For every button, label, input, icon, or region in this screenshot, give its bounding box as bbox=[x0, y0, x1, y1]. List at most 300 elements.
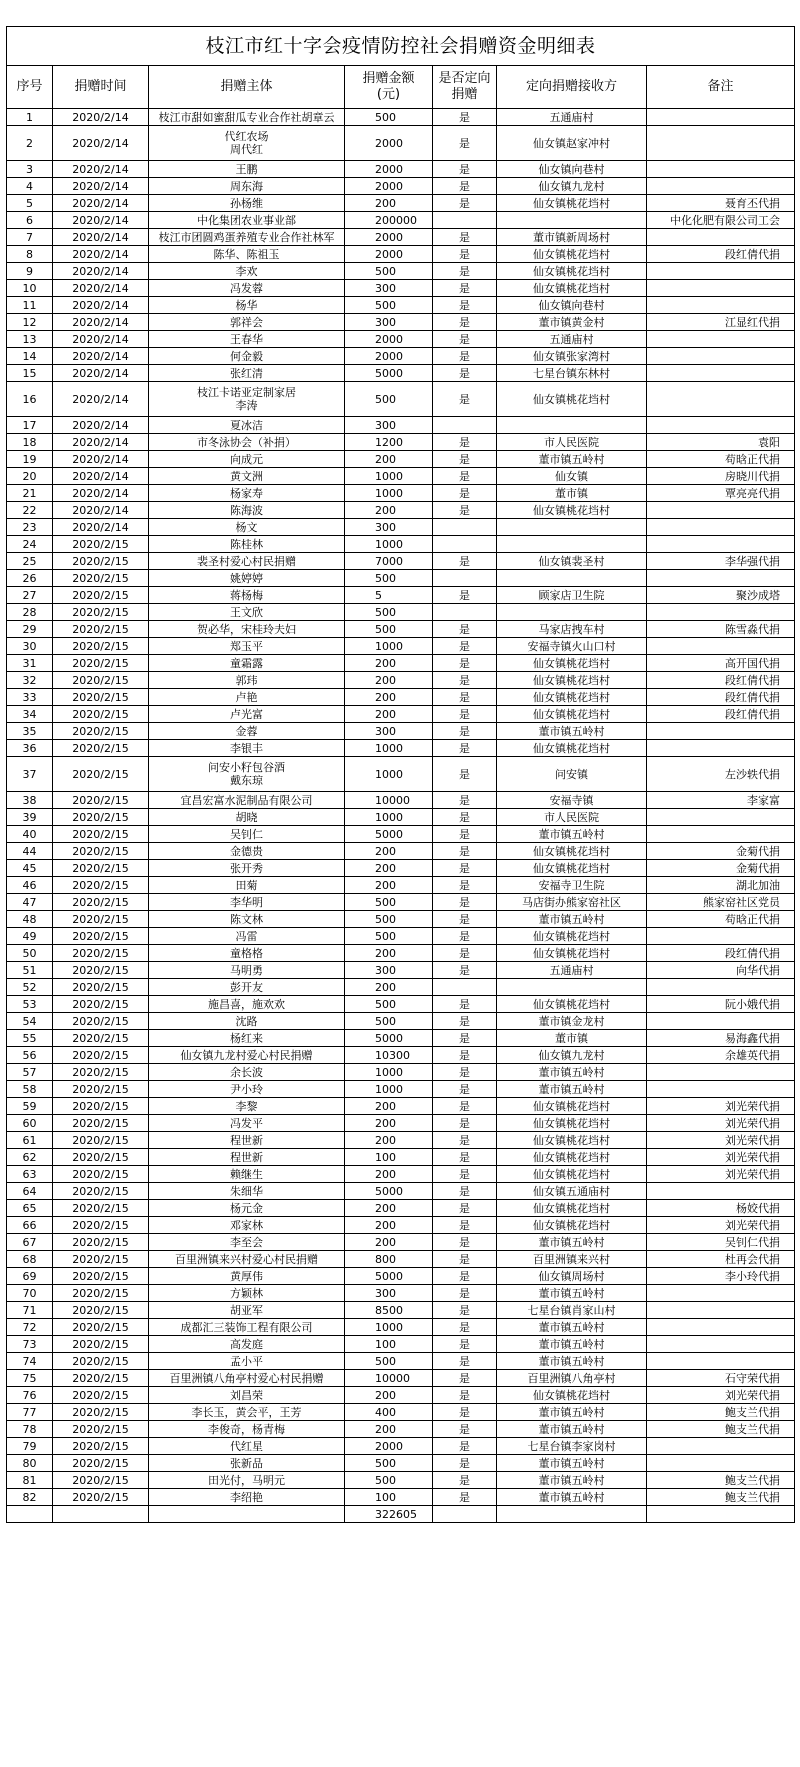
cell-date: 2020/2/15 bbox=[53, 843, 149, 860]
cell-recipient: 安福寺卫生院 bbox=[497, 877, 647, 894]
cell-seq: 34 bbox=[7, 706, 53, 723]
cell-seq: 17 bbox=[7, 417, 53, 434]
cell-amount: 200 bbox=[345, 1387, 433, 1404]
cell-date: 2020/2/15 bbox=[53, 1047, 149, 1064]
table-row bbox=[7, 161, 795, 178]
header-amount bbox=[345, 66, 433, 109]
cell-note: 向华代捐 bbox=[647, 962, 795, 979]
cell-recipient: 仙女镇桃花垱村 bbox=[497, 1217, 647, 1234]
cell-donor: 李银丰 bbox=[149, 740, 345, 757]
cell-amount: 200 bbox=[345, 706, 433, 723]
table-row bbox=[7, 1149, 795, 1166]
cell-recipient: 五通庙村 bbox=[497, 331, 647, 348]
cell-note: 金菊代捐 bbox=[647, 860, 795, 877]
cell-amount: 2000 bbox=[345, 246, 433, 263]
cell-amount: 300 bbox=[345, 723, 433, 740]
cell-seq: 75 bbox=[7, 1370, 53, 1387]
cell-recipient bbox=[497, 570, 647, 587]
cell-directed: 是 bbox=[433, 587, 497, 604]
cell-recipient: 董市镇五岭村 bbox=[497, 1336, 647, 1353]
cell-donor: 郭玮 bbox=[149, 672, 345, 689]
cell-donor: 冯雷 bbox=[149, 928, 345, 945]
cell-donor: 李至会 bbox=[149, 1234, 345, 1251]
header-amount-line1: 捐赠金额 bbox=[362, 71, 415, 86]
cell-directed: 是 bbox=[433, 689, 497, 706]
cell-note: 覃亮亮代捐 bbox=[647, 485, 795, 502]
cell-recipient: 七星台镇李家岗村 bbox=[497, 1438, 647, 1455]
cell-seq: 38 bbox=[7, 792, 53, 809]
table-row bbox=[7, 826, 795, 843]
table-row bbox=[7, 451, 795, 468]
cell-recipient: 百里洲镇来兴村 bbox=[497, 1251, 647, 1268]
cell-recipient: 仙女镇桃花垱村 bbox=[497, 689, 647, 706]
cell-directed: 是 bbox=[433, 740, 497, 757]
cell-amount: 2000 bbox=[345, 348, 433, 365]
cell-amount: 10300 bbox=[345, 1047, 433, 1064]
cell-donor: 程世新 bbox=[149, 1132, 345, 1149]
cell-donor: 郑玉平 bbox=[149, 638, 345, 655]
cell-date: 2020/2/15 bbox=[53, 1234, 149, 1251]
cell-amount: 5000 bbox=[345, 1183, 433, 1200]
cell-seq: 70 bbox=[7, 1285, 53, 1302]
cell-recipient: 仙女镇赵家冲村 bbox=[497, 126, 647, 161]
table-body bbox=[7, 109, 795, 1506]
cell-donor: 胡晓 bbox=[149, 809, 345, 826]
cell-note: 熊家窑社区党员 bbox=[647, 894, 795, 911]
cell-seq: 76 bbox=[7, 1387, 53, 1404]
cell-recipient: 仙女镇桃花垱村 bbox=[497, 928, 647, 945]
cell-amount: 100 bbox=[345, 1149, 433, 1166]
cell-note: 刘光荣代捐 bbox=[647, 1098, 795, 1115]
cell-date: 2020/2/15 bbox=[53, 826, 149, 843]
cell-note bbox=[647, 1336, 795, 1353]
cell-date: 2020/2/15 bbox=[53, 809, 149, 826]
cell-directed: 是 bbox=[433, 229, 497, 246]
total-amount: 322605 bbox=[345, 1506, 433, 1523]
cell-recipient: 董市镇五岭村 bbox=[497, 1353, 647, 1370]
cell-note bbox=[647, 126, 795, 161]
cell-date: 2020/2/15 bbox=[53, 1132, 149, 1149]
cell-directed: 是 bbox=[433, 1421, 497, 1438]
cell-amount: 200 bbox=[345, 672, 433, 689]
cell-date: 2020/2/15 bbox=[53, 604, 149, 621]
donor-line1: 代红农场 bbox=[224, 130, 269, 143]
cell-seq: 26 bbox=[7, 570, 53, 587]
cell-recipient: 顾家店卫生院 bbox=[497, 587, 647, 604]
cell-donor: 百里洲镇来兴村爱心村民捐赠 bbox=[149, 1251, 345, 1268]
total-empty-cell bbox=[7, 1506, 53, 1523]
cell-directed: 是 bbox=[433, 1489, 497, 1506]
cell-directed: 是 bbox=[433, 826, 497, 843]
table-row bbox=[7, 1183, 795, 1200]
cell-recipient: 董市镇五岭村 bbox=[497, 1064, 647, 1081]
cell-amount: 200 bbox=[345, 979, 433, 996]
cell-directed: 是 bbox=[433, 843, 497, 860]
cell-note bbox=[647, 570, 795, 587]
cell-note: 李华强代捐 bbox=[647, 553, 795, 570]
cell-amount: 200 bbox=[345, 1166, 433, 1183]
cell-directed: 是 bbox=[433, 1149, 497, 1166]
cell-recipient: 董市镇 bbox=[497, 485, 647, 502]
cell-directed: 是 bbox=[433, 502, 497, 519]
cell-amount: 200 bbox=[345, 945, 433, 962]
cell-amount: 500 bbox=[345, 996, 433, 1013]
cell-directed: 是 bbox=[433, 365, 497, 382]
cell-seq: 72 bbox=[7, 1319, 53, 1336]
cell-donor: 宜昌宏富水泥制品有限公司 bbox=[149, 792, 345, 809]
cell-note bbox=[647, 519, 795, 536]
cell-directed: 是 bbox=[433, 706, 497, 723]
cell-seq: 30 bbox=[7, 638, 53, 655]
table-row bbox=[7, 1013, 795, 1030]
cell-directed: 是 bbox=[433, 757, 497, 792]
cell-amount: 10000 bbox=[345, 1370, 433, 1387]
cell-date: 2020/2/15 bbox=[53, 655, 149, 672]
cell-amount: 800 bbox=[345, 1251, 433, 1268]
cell-seq: 68 bbox=[7, 1251, 53, 1268]
cell-directed: 是 bbox=[433, 195, 497, 212]
sheet-title: 枝江市红十字会疫情防控社会捐赠资金明细表 bbox=[7, 27, 795, 66]
table-row bbox=[7, 212, 795, 229]
cell-note: 刘光荣代捐 bbox=[647, 1166, 795, 1183]
cell-amount: 5 bbox=[345, 587, 433, 604]
cell-donor: 何金毅 bbox=[149, 348, 345, 365]
cell-directed: 是 bbox=[433, 1404, 497, 1421]
cell-recipient: 仙女镇桃花垱村 bbox=[497, 1200, 647, 1217]
cell-note bbox=[647, 638, 795, 655]
cell-seq: 82 bbox=[7, 1489, 53, 1506]
table-row bbox=[7, 1421, 795, 1438]
cell-donor: 卢艳 bbox=[149, 689, 345, 706]
cell-date: 2020/2/14 bbox=[53, 109, 149, 126]
cell-date: 2020/2/14 bbox=[53, 297, 149, 314]
cell-directed: 是 bbox=[433, 246, 497, 263]
donor-line2: 周代红 bbox=[230, 143, 263, 156]
cell-directed bbox=[433, 417, 497, 434]
cell-date: 2020/2/15 bbox=[53, 587, 149, 604]
cell-seq: 2 bbox=[7, 126, 53, 161]
cell-seq: 60 bbox=[7, 1115, 53, 1132]
cell-recipient: 仙女镇九龙村 bbox=[497, 1047, 647, 1064]
cell-recipient: 仙女镇 bbox=[497, 468, 647, 485]
cell-recipient: 仙女镇向巷村 bbox=[497, 161, 647, 178]
cell-date: 2020/2/15 bbox=[53, 792, 149, 809]
cell-amount: 300 bbox=[345, 1285, 433, 1302]
cell-donor: 杨元金 bbox=[149, 1200, 345, 1217]
cell-seq: 35 bbox=[7, 723, 53, 740]
cell-seq: 69 bbox=[7, 1268, 53, 1285]
cell-seq: 12 bbox=[7, 314, 53, 331]
cell-directed: 是 bbox=[433, 1285, 497, 1302]
total-empty-cell bbox=[149, 1506, 345, 1523]
cell-note bbox=[647, 365, 795, 382]
cell-recipient: 仙女镇桃花垱村 bbox=[497, 1098, 647, 1115]
cell-donor: 黄厚伟 bbox=[149, 1268, 345, 1285]
cell-date: 2020/2/14 bbox=[53, 246, 149, 263]
cell-note: 房晓川代捐 bbox=[647, 468, 795, 485]
header-donor: 捐赠主体 bbox=[149, 66, 345, 109]
header-seq: 序号 bbox=[7, 66, 53, 109]
cell-recipient: 仙女镇五通庙村 bbox=[497, 1183, 647, 1200]
cell-amount: 8500 bbox=[345, 1302, 433, 1319]
cell-date: 2020/2/15 bbox=[53, 1268, 149, 1285]
cell-donor: 代红星 bbox=[149, 1438, 345, 1455]
cell-note: 段红倩代捐 bbox=[647, 689, 795, 706]
cell-date: 2020/2/14 bbox=[53, 314, 149, 331]
cell-recipient: 董市镇金龙村 bbox=[497, 1013, 647, 1030]
cell-note bbox=[647, 1285, 795, 1302]
table-row bbox=[7, 178, 795, 195]
cell-recipient: 仙女镇桃花垱村 bbox=[497, 1387, 647, 1404]
donor-line2: 戴东琼 bbox=[230, 774, 263, 787]
cell-note bbox=[647, 809, 795, 826]
cell-donor: 李长玉，黄会平，王芳 bbox=[149, 1404, 345, 1421]
table-row bbox=[7, 1489, 795, 1506]
cell-date: 2020/2/14 bbox=[53, 195, 149, 212]
cell-donor: 施昌喜，施欢欢 bbox=[149, 996, 345, 1013]
cell-amount: 300 bbox=[345, 314, 433, 331]
cell-note: 鲍支兰代捐 bbox=[647, 1404, 795, 1421]
cell-donor: 余长波 bbox=[149, 1064, 345, 1081]
cell-amount: 200 bbox=[345, 195, 433, 212]
table-row bbox=[7, 553, 795, 570]
cell-recipient bbox=[497, 417, 647, 434]
cell-donor: 张开秀 bbox=[149, 860, 345, 877]
cell-amount: 200 bbox=[345, 877, 433, 894]
cell-seq: 31 bbox=[7, 655, 53, 672]
cell-donor: 杨华 bbox=[149, 297, 345, 314]
cell-recipient: 仙女镇桃花垱村 bbox=[497, 1132, 647, 1149]
cell-directed: 是 bbox=[433, 434, 497, 451]
table-row bbox=[7, 1234, 795, 1251]
table-row bbox=[7, 536, 795, 553]
cell-amount: 100 bbox=[345, 1336, 433, 1353]
cell-amount: 2000 bbox=[345, 178, 433, 195]
cell-amount: 500 bbox=[345, 604, 433, 621]
cell-seq: 28 bbox=[7, 604, 53, 621]
table-row bbox=[7, 1319, 795, 1336]
table-row bbox=[7, 1268, 795, 1285]
cell-recipient: 仙女镇桃花垱村 bbox=[497, 382, 647, 417]
cell-amount: 5000 bbox=[345, 1030, 433, 1047]
cell-note bbox=[647, 1353, 795, 1370]
table-row bbox=[7, 1387, 795, 1404]
table-row bbox=[7, 996, 795, 1013]
cell-recipient: 仙女镇桃花垱村 bbox=[497, 1115, 647, 1132]
cell-recipient: 董市镇 bbox=[497, 1030, 647, 1047]
cell-donor: 李绍艳 bbox=[149, 1489, 345, 1506]
cell-seq: 4 bbox=[7, 178, 53, 195]
cell-donor: 孙杨维 bbox=[149, 195, 345, 212]
table-row bbox=[7, 263, 795, 280]
cell-date: 2020/2/15 bbox=[53, 877, 149, 894]
cell-amount: 5000 bbox=[345, 1268, 433, 1285]
cell-date: 2020/2/15 bbox=[53, 860, 149, 877]
cell-directed bbox=[433, 212, 497, 229]
cell-note bbox=[647, 723, 795, 740]
cell-seq: 33 bbox=[7, 689, 53, 706]
header-amount-line2: (元) bbox=[376, 87, 401, 102]
cell-recipient: 仙女镇桃花垱村 bbox=[497, 195, 647, 212]
cell-recipient: 仙女镇桃花垱村 bbox=[497, 740, 647, 757]
cell-directed: 是 bbox=[433, 1047, 497, 1064]
cell-directed: 是 bbox=[433, 382, 497, 417]
cell-note bbox=[647, 161, 795, 178]
table-row bbox=[7, 1030, 795, 1047]
cell-note: 李小玲代捐 bbox=[647, 1268, 795, 1285]
cell-amount: 10000 bbox=[345, 792, 433, 809]
cell-seq: 14 bbox=[7, 348, 53, 365]
cell-directed: 是 bbox=[433, 1030, 497, 1047]
table-row bbox=[7, 689, 795, 706]
cell-date: 2020/2/15 bbox=[53, 536, 149, 553]
cell-recipient: 董市镇五岭村 bbox=[497, 1489, 647, 1506]
cell-date: 2020/2/15 bbox=[53, 911, 149, 928]
cell-seq: 77 bbox=[7, 1404, 53, 1421]
cell-directed: 是 bbox=[433, 1098, 497, 1115]
cell-note bbox=[647, 1064, 795, 1081]
cell-date: 2020/2/15 bbox=[53, 1455, 149, 1472]
cell-date: 2020/2/14 bbox=[53, 126, 149, 161]
cell-donor: 百里洲镇八角亭村爱心村民捐赠 bbox=[149, 1370, 345, 1387]
header-directed-line1: 是否定向 bbox=[438, 71, 491, 86]
cell-donor: 马明勇 bbox=[149, 962, 345, 979]
cell-note: 刘光荣代捐 bbox=[647, 1387, 795, 1404]
cell-recipient: 仙女镇桃花垱村 bbox=[497, 945, 647, 962]
cell-note: 段红倩代捐 bbox=[647, 945, 795, 962]
cell-directed: 是 bbox=[433, 1387, 497, 1404]
cell-seq: 57 bbox=[7, 1064, 53, 1081]
table-row bbox=[7, 945, 795, 962]
cell-directed: 是 bbox=[433, 1132, 497, 1149]
cell-amount: 2000 bbox=[345, 1438, 433, 1455]
cell-seq: 23 bbox=[7, 519, 53, 536]
cell-note bbox=[647, 826, 795, 843]
cell-directed: 是 bbox=[433, 1081, 497, 1098]
cell-directed: 是 bbox=[433, 1013, 497, 1030]
cell-note bbox=[647, 417, 795, 434]
cell-directed: 是 bbox=[433, 809, 497, 826]
cell-recipient: 仙女镇桃花垱村 bbox=[497, 843, 647, 860]
cell-note: 高开国代捐 bbox=[647, 655, 795, 672]
cell-donor: 张红清 bbox=[149, 365, 345, 382]
cell-recipient bbox=[497, 536, 647, 553]
cell-donor: 夏冰洁 bbox=[149, 417, 345, 434]
table-row bbox=[7, 672, 795, 689]
cell-date: 2020/2/15 bbox=[53, 945, 149, 962]
cell-amount: 200 bbox=[345, 1115, 433, 1132]
table-row bbox=[7, 809, 795, 826]
cell-directed: 是 bbox=[433, 996, 497, 1013]
cell-donor: 杨文 bbox=[149, 519, 345, 536]
cell-donor: 彭开友 bbox=[149, 979, 345, 996]
cell-date: 2020/2/14 bbox=[53, 263, 149, 280]
cell-donor: 姚婷婷 bbox=[149, 570, 345, 587]
cell-date: 2020/2/15 bbox=[53, 1353, 149, 1370]
cell-note bbox=[647, 1081, 795, 1098]
cell-note: 刘光荣代捐 bbox=[647, 1149, 795, 1166]
cell-recipient: 市人民医院 bbox=[497, 434, 647, 451]
cell-directed: 是 bbox=[433, 126, 497, 161]
cell-seq: 80 bbox=[7, 1455, 53, 1472]
cell-note bbox=[647, 263, 795, 280]
cell-date: 2020/2/15 bbox=[53, 1030, 149, 1047]
cell-amount: 500 bbox=[345, 1353, 433, 1370]
cell-amount: 100 bbox=[345, 1489, 433, 1506]
cell-recipient: 仙女镇桃花垱村 bbox=[497, 1149, 647, 1166]
table-row bbox=[7, 195, 795, 212]
cell-seq: 8 bbox=[7, 246, 53, 263]
table-row bbox=[7, 1438, 795, 1455]
cell-recipient: 仙女镇桃花垱村 bbox=[497, 860, 647, 877]
donor-line1: 问安小籽包谷酒 bbox=[208, 761, 285, 774]
cell-date: 2020/2/15 bbox=[53, 1472, 149, 1489]
cell-note: 刘光荣代捐 bbox=[647, 1217, 795, 1234]
cell-date: 2020/2/15 bbox=[53, 894, 149, 911]
cell-amount: 2000 bbox=[345, 161, 433, 178]
cell-note: 阮小娥代捐 bbox=[647, 996, 795, 1013]
cell-directed: 是 bbox=[433, 161, 497, 178]
cell-seq: 20 bbox=[7, 468, 53, 485]
cell-seq: 65 bbox=[7, 1200, 53, 1217]
cell-donor bbox=[149, 382, 345, 417]
cell-amount: 500 bbox=[345, 109, 433, 126]
cell-seq: 78 bbox=[7, 1421, 53, 1438]
cell-donor: 贺必华，宋桂玲夫妇 bbox=[149, 621, 345, 638]
cell-seq: 15 bbox=[7, 365, 53, 382]
cell-donor: 枝江市团圆鸡蛋养殖专业合作社林军 bbox=[149, 229, 345, 246]
header-row bbox=[7, 66, 795, 109]
cell-seq: 10 bbox=[7, 280, 53, 297]
cell-donor: 向成元 bbox=[149, 451, 345, 468]
cell-donor: 高发庭 bbox=[149, 1336, 345, 1353]
cell-recipient bbox=[497, 604, 647, 621]
cell-donor bbox=[149, 757, 345, 792]
cell-amount: 500 bbox=[345, 1455, 433, 1472]
cell-seq: 66 bbox=[7, 1217, 53, 1234]
cell-seq: 67 bbox=[7, 1234, 53, 1251]
donor-line1: 枝江卡诺亚定制家居 bbox=[197, 386, 296, 399]
cell-note: 鲍支兰代捐 bbox=[647, 1472, 795, 1489]
cell-note: 段红倩代捐 bbox=[647, 706, 795, 723]
cell-date: 2020/2/15 bbox=[53, 1387, 149, 1404]
cell-recipient: 董市镇五岭村 bbox=[497, 1455, 647, 1472]
header-date: 捐赠时间 bbox=[53, 66, 149, 109]
table-row bbox=[7, 877, 795, 894]
cell-date: 2020/2/14 bbox=[53, 365, 149, 382]
cell-donor: 郭祥会 bbox=[149, 314, 345, 331]
cell-recipient: 仙女镇张家湾村 bbox=[497, 348, 647, 365]
cell-amount: 500 bbox=[345, 911, 433, 928]
cell-amount: 200 bbox=[345, 1098, 433, 1115]
cell-seq: 44 bbox=[7, 843, 53, 860]
table-row bbox=[7, 502, 795, 519]
cell-note: 刘光荣代捐 bbox=[647, 1115, 795, 1132]
cell-recipient: 五通庙村 bbox=[497, 962, 647, 979]
cell-seq: 56 bbox=[7, 1047, 53, 1064]
cell-seq: 25 bbox=[7, 553, 53, 570]
cell-date: 2020/2/14 bbox=[53, 382, 149, 417]
cell-date: 2020/2/15 bbox=[53, 1489, 149, 1506]
cell-amount: 200 bbox=[345, 843, 433, 860]
table-row bbox=[7, 894, 795, 911]
cell-donor: 冯发蓉 bbox=[149, 280, 345, 297]
cell-amount: 5000 bbox=[345, 826, 433, 843]
cell-seq: 48 bbox=[7, 911, 53, 928]
cell-amount: 1000 bbox=[345, 1064, 433, 1081]
cell-date: 2020/2/14 bbox=[53, 280, 149, 297]
table-row bbox=[7, 1336, 795, 1353]
